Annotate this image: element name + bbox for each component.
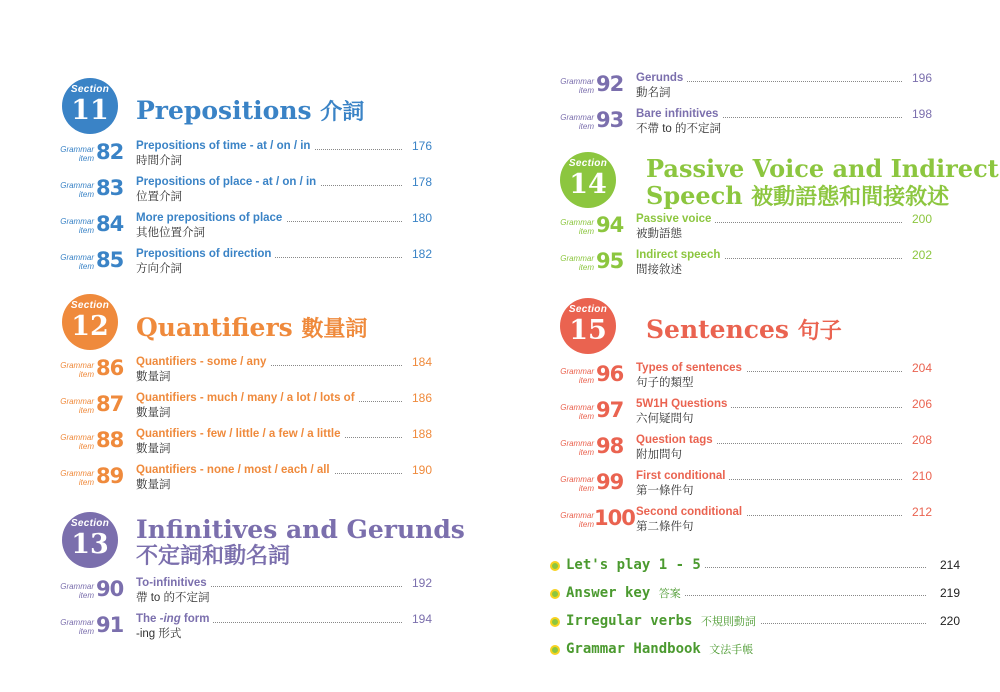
item-number: 97 [596,398,624,422]
toc-item-83[interactable] [58,175,432,209]
toc-item-89[interactable] [58,463,432,497]
section-badge [62,294,118,350]
item-title-zh: 數量詞 [136,479,171,491]
grammar-item-label: Grammar item [60,618,94,636]
toc-item-100[interactable] [558,505,932,539]
item-title-zh: 帶 to 的不定詞 [136,592,210,604]
item-title: More prepositions of place [136,211,286,225]
page-number: 202 [902,248,932,262]
item-number: 89 [96,464,124,488]
toc-item-90[interactable] [58,576,432,610]
item-title: To-infinitives [136,576,211,590]
item-title: Question tags [636,433,717,447]
item-number: 98 [596,434,624,458]
extra-title [566,557,705,573]
section-number: 15 [569,315,607,346]
section-title[interactable] [136,314,367,343]
toc-item-82[interactable] [58,139,432,173]
item-title: Quantifiers - few / little / a few / a little [136,427,344,441]
item-title-zh: 被動語態 [636,228,682,240]
section-number: 13 [71,529,109,560]
section-title-en-line2: Speech [646,181,743,210]
section-title-en: Infinitives and Gerunds [136,515,465,544]
page-number: 196 [902,71,932,85]
item-number: 92 [596,72,624,96]
item-title: Second conditional [636,505,746,519]
extra-title-en: Grammar Handbook [566,641,701,657]
grammar-item-label: Grammar item [560,218,594,236]
item-number: 95 [596,249,624,273]
toc-item-99[interactable] [558,469,932,503]
item-title: Quantifiers - none / most / each / all [136,463,334,477]
page-number: 212 [902,505,932,519]
item-title-zh: 數量詞 [136,443,171,455]
section-word: Section [568,304,608,315]
grammar-item-label: Grammar item [60,397,94,415]
item-number: 87 [96,392,124,416]
page-number: 180 [402,211,432,225]
extra-title-zh: 文法手帳 [709,643,754,656]
grammar-item-label: Grammar item [560,475,594,493]
section-title-zh: 句子 [797,319,842,344]
toc-item-86[interactable] [58,355,432,389]
section-title-en-line1: Passive Voice and Indirect [646,154,999,183]
grammar-item-label: Grammar item [560,367,594,385]
item-title: Prepositions of direction [136,247,275,261]
item-number: 99 [596,470,624,494]
item-title-zh: 附加問句 [636,449,682,461]
item-title: Quantifiers - some / any [136,355,270,369]
extra-lets-play[interactable] [550,558,960,580]
item-number: 84 [96,212,124,236]
item-number: 91 [96,613,124,637]
item-number: 96 [596,362,624,386]
extra-title [566,641,757,657]
page-number: 184 [402,355,432,369]
extra-answer-key[interactable] [550,586,960,608]
page-number: 182 [402,247,432,261]
section-title-zh: 被動語態和間接敘述 [751,185,950,210]
section-title[interactable] [646,316,842,345]
grammar-item-label: Grammar item [60,217,94,235]
section-title-en: Quantifiers [136,313,293,342]
item-title: Bare infinitives [636,107,722,121]
extra-title [566,585,685,601]
toc-item-98[interactable] [558,433,932,467]
toc-item-92[interactable] [558,71,932,105]
page-number: 186 [402,391,432,405]
toc-item-95[interactable] [558,248,932,282]
page-number: 198 [902,107,932,121]
section-badge [62,512,118,568]
grammar-item-label: Grammar item [60,181,94,199]
page-number: 176 [402,139,432,153]
item-number: 83 [96,176,124,200]
item-title-zh: 不帶 to 的不定詞 [636,123,721,135]
page-number: 214 [930,558,960,572]
section-word: Section [568,158,608,169]
section-title[interactable] [136,97,364,126]
grammar-item-label: Grammar item [560,439,594,457]
page-number: 190 [402,463,432,477]
toc-item-96[interactable] [558,361,932,395]
grammar-item-label: Grammar item [60,361,94,379]
item-title: Prepositions of place - at / on / in [136,175,320,189]
section-number: 11 [71,95,109,126]
item-number: 94 [596,213,624,237]
item-title-zh: 動名詞 [636,87,671,99]
page-number: 219 [930,586,960,600]
item-title: 5W1H Questions [636,397,731,411]
section-word: Section [70,84,110,95]
extra-irregular-verbs[interactable] [550,614,960,636]
item-number: 86 [96,356,124,380]
section-word: Section [70,518,110,529]
extra-title-en: Irregular verbs [566,613,693,629]
item-number: 88 [96,428,124,452]
page-number: 200 [902,212,932,226]
section-badge [560,298,616,354]
section-title-en: Sentences [646,315,789,344]
page-number: 220 [930,614,960,628]
item-title-zh: 位置介詞 [136,191,182,203]
item-number: 85 [96,248,124,272]
section-title[interactable] [646,155,999,211]
grammar-item-label: Grammar item [560,254,594,272]
grammar-item-label: Grammar item [560,77,594,95]
toc-item-87[interactable] [58,391,432,425]
extra-title-zh: 答案 [658,587,681,600]
section-title-zh: 介詞 [320,100,365,125]
toc-item-97[interactable] [558,397,932,431]
toc-item-91[interactable] [58,612,432,646]
grammar-item-label: Grammar item [60,145,94,163]
section-title-zh: 數量詞 [301,317,368,342]
grammar-item-label: Grammar item [60,469,94,487]
page-number: 178 [402,175,432,189]
item-number: 90 [96,577,124,601]
section-title[interactable] [136,516,465,570]
item-title-zh: 其他位置介詞 [136,227,205,239]
item-title-zh: 間接敘述 [636,264,682,276]
section-badge [560,152,616,208]
section-word: Section [70,300,110,311]
item-title: The -ing form [136,612,213,626]
grammar-item-label: Grammar item [60,433,94,451]
item-title-zh: 數量詞 [136,407,171,419]
page-number: 210 [902,469,932,483]
item-title: Prepositions of time - at / on / in [136,139,314,153]
page-number: 194 [402,612,432,626]
item-title-zh: 第一條件句 [636,485,694,497]
grammar-item-label: Grammar item [60,253,94,271]
item-title: Passive voice [636,212,715,226]
section-badge [62,78,118,134]
item-title: Quantifiers - much / many / a lot / lots of [136,391,359,405]
grammar-item-label: Grammar item [560,511,594,529]
bullet-icon [550,561,560,571]
item-title-zh: -ing 形式 [136,628,182,640]
section-title-zh: 不定詞和動名詞 [136,544,291,569]
item-number: 100 [594,506,635,530]
grammar-item-label: Grammar item [560,113,594,131]
item-title-zh: 方向介詞 [136,263,182,275]
section-number: 14 [569,169,607,200]
grammar-item-label: Grammar item [60,582,94,600]
toc-item-84[interactable] [58,211,432,245]
section-number: 12 [71,311,109,342]
item-title-zh: 句子的類型 [636,377,694,389]
item-title-zh: 時間介詞 [136,155,182,167]
extra-title-zh: 不規則動詞 [700,615,756,628]
page-number: 188 [402,427,432,441]
item-title: Indirect speech [636,248,724,262]
page-number: 192 [402,576,432,590]
extra-title [566,613,760,629]
item-number: 82 [96,140,124,164]
bullet-icon [550,645,560,655]
item-title-zh: 數量詞 [136,371,171,383]
toc-item-85[interactable] [58,247,432,281]
item-title-zh: 第二條件句 [636,521,694,533]
page-number: 206 [902,397,932,411]
bullet-icon [550,617,560,627]
item-title: First conditional [636,469,729,483]
item-title: Types of sentences [636,361,746,375]
section-title-en: Prepositions [136,96,312,125]
item-title-zh: 六何疑問句 [636,413,694,425]
toc-item-88[interactable] [58,427,432,461]
page-number: 208 [902,433,932,447]
bullet-icon [550,589,560,599]
toc-item-94[interactable] [558,212,932,246]
item-number: 93 [596,108,624,132]
grammar-item-label: Grammar item [560,403,594,421]
extra-grammar-handbook[interactable] [550,642,960,664]
extra-title-en: Let's play 1 - 5 [566,557,701,573]
toc-item-93[interactable] [558,107,932,141]
page-number: 204 [902,361,932,375]
extra-title-en: Answer key [566,585,651,601]
item-title: Gerunds [636,71,687,85]
